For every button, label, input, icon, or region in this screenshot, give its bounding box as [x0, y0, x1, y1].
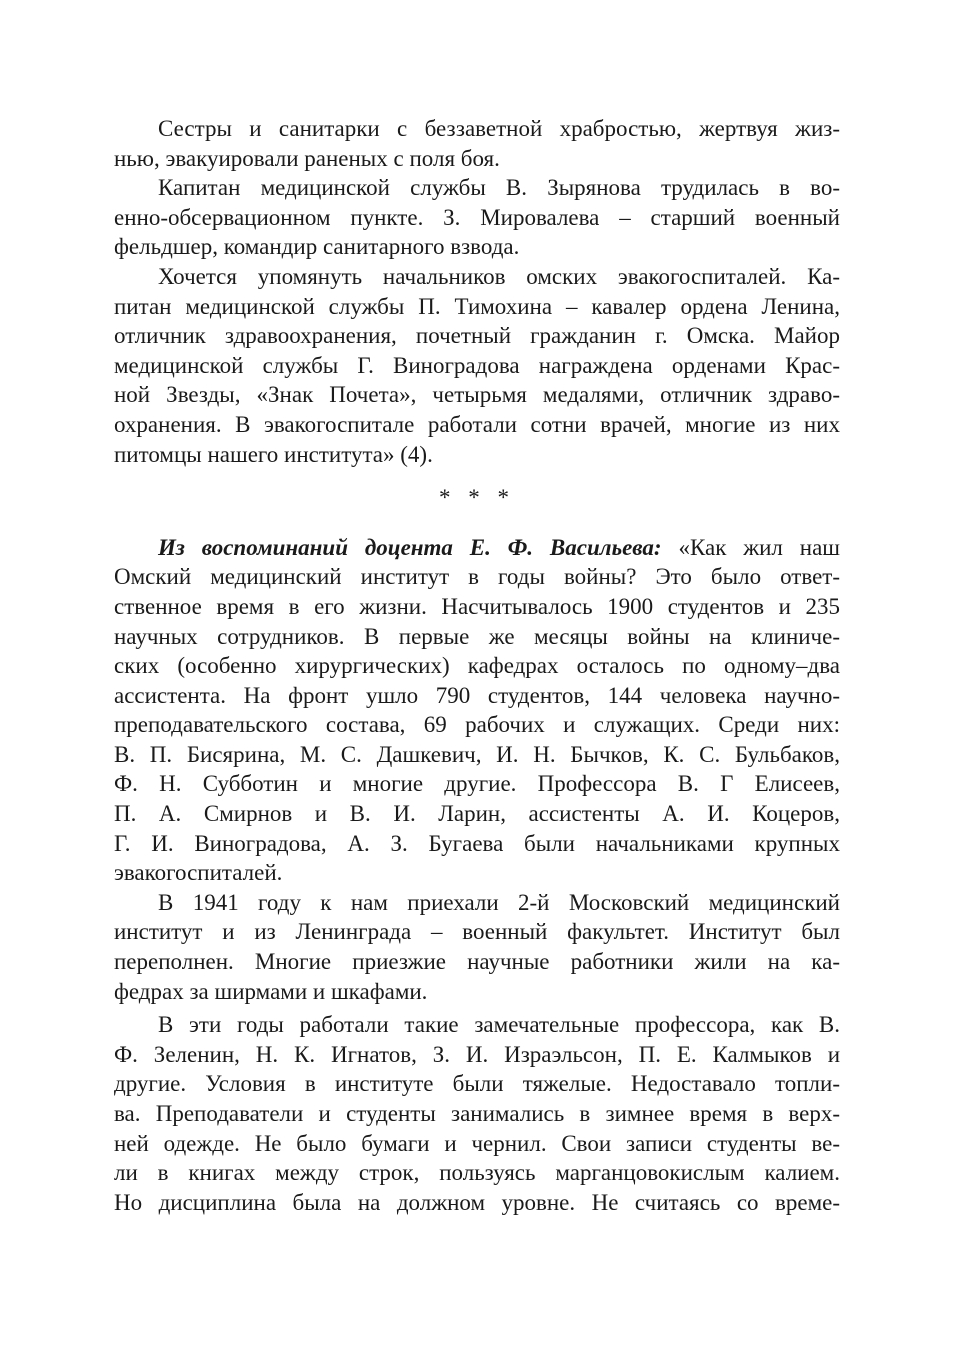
text-line: ских (особенно хирургических) кафедрах осталось по одному–два [114, 653, 840, 679]
text-line: енно-обсервационном пункте. З. Мировалева – старший военный [114, 204, 840, 230]
text-line: преподавательского состава, 69 рабочих и служащих. Среди них: [114, 712, 840, 738]
text-line: эвакогоспиталей. [114, 860, 283, 886]
text-line: ной Звезды, «Знак Почета», четырьмя медалями, отличник здраво- [114, 382, 840, 408]
text-line: ли в книгах между строк, пользуясь марганцовокислым калием. [114, 1160, 840, 1186]
text-line: В. П. Бисярина, М. С. Дашкевич, И. Н. Бычков, К. С. Бульбаков, [114, 741, 840, 767]
text-line: Хочется упомянуть начальников омских эвакогоспиталей. Ка- [158, 263, 840, 289]
text-line: П. А. Смирнов и В. И. Ларин, ассистенты А. И. Коцеров, [114, 801, 840, 827]
text-line: Сестры и санитарки с беззаветной храбростью, жертвуя жиз- [158, 116, 840, 141]
text-line: фельдшер, командир санитарного взвода. [114, 234, 520, 260]
text-line: ственное время в его жизни. Насчитывалось 1900 студентов и 235 [114, 593, 840, 619]
text-line: питан медицинской службы П. Тимохина – кавалер ордена Ленина, [114, 293, 840, 319]
text-line: Капитан медицинской службы В. Зырянова трудилась в во- [158, 175, 840, 201]
document-page [114, 114, 840, 1217]
paragraph-5 [114, 1010, 840, 1217]
text-line: В 1941 году к нам приехали 2-й Московский медицинский [158, 889, 840, 915]
text-line: Ф. Н. Субботин и многие другие. Профессора В. Г Елисеев, [114, 771, 840, 797]
text-line: Г. И. Виноградова, А. З. Бугаева были начальниками крупных [114, 830, 840, 856]
text-line: охранения. В эвакогоспитале работали сотни врачей, многие из них [114, 411, 840, 437]
memoir-first-line-rest: «Как жил наш [661, 534, 840, 560]
text-line: ва. Преподаватели и студенты занимались в зимнее время в верх- [114, 1101, 840, 1126]
text-line: отличник здравоохранения, почетный гражданин г. Омска. Майор [114, 323, 840, 349]
text-line: Омский медицинский институт в годы войны? Это было ответ- [114, 564, 840, 590]
text-line: медицинской службы Г. Виноградова награждена орденами Крас- [114, 352, 840, 378]
text-line: В эти годы работали такие замечательные профессора, как В. [158, 1012, 840, 1038]
text-line: другие. Условия в институте были тяжелые. Недоставало топли- [114, 1071, 840, 1097]
memoir-heading: Из воспоминаний доцента Е. Ф. Васильева: [158, 534, 662, 560]
text-line: федрах за ширмами и шкафами. [114, 978, 428, 1004]
text-line: питомцы нашего института» (4). [114, 441, 433, 467]
memoir-first-line [114, 533, 840, 563]
text-line: научных сотрудников. В первые же месяцы войны на клиниче- [114, 623, 840, 649]
paragraph-2 [114, 173, 840, 262]
text-line: Но дисциплина была на должном уровне. Не считаясь со време- [114, 1189, 840, 1215]
text-line: институт и из Ленинграда – военный факультет. Институт был [114, 919, 840, 945]
text-line: нью, эвакуировали раненых с поля боя. [114, 145, 500, 171]
text-line: Ф. Зеленин, Н. К. Игнатов, З. И. Израэльсон, П. Е. Калмыков и [114, 1041, 840, 1067]
text-line: ней одежде. Не было бумаги и чернил. Свои записи студенты ве- [114, 1130, 840, 1156]
paragraph-4 [114, 888, 840, 1006]
text-line: ассистента. На фронт ушло 790 студентов, 144 человека научно- [114, 682, 840, 708]
text-line: переполнен. Многие приезжие научные работники жили на ка- [114, 949, 840, 975]
memoir-paragraph [114, 533, 840, 888]
paragraph-3 [114, 262, 840, 469]
paragraph-1 [114, 114, 840, 173]
section-separator: * * * [439, 485, 515, 511]
